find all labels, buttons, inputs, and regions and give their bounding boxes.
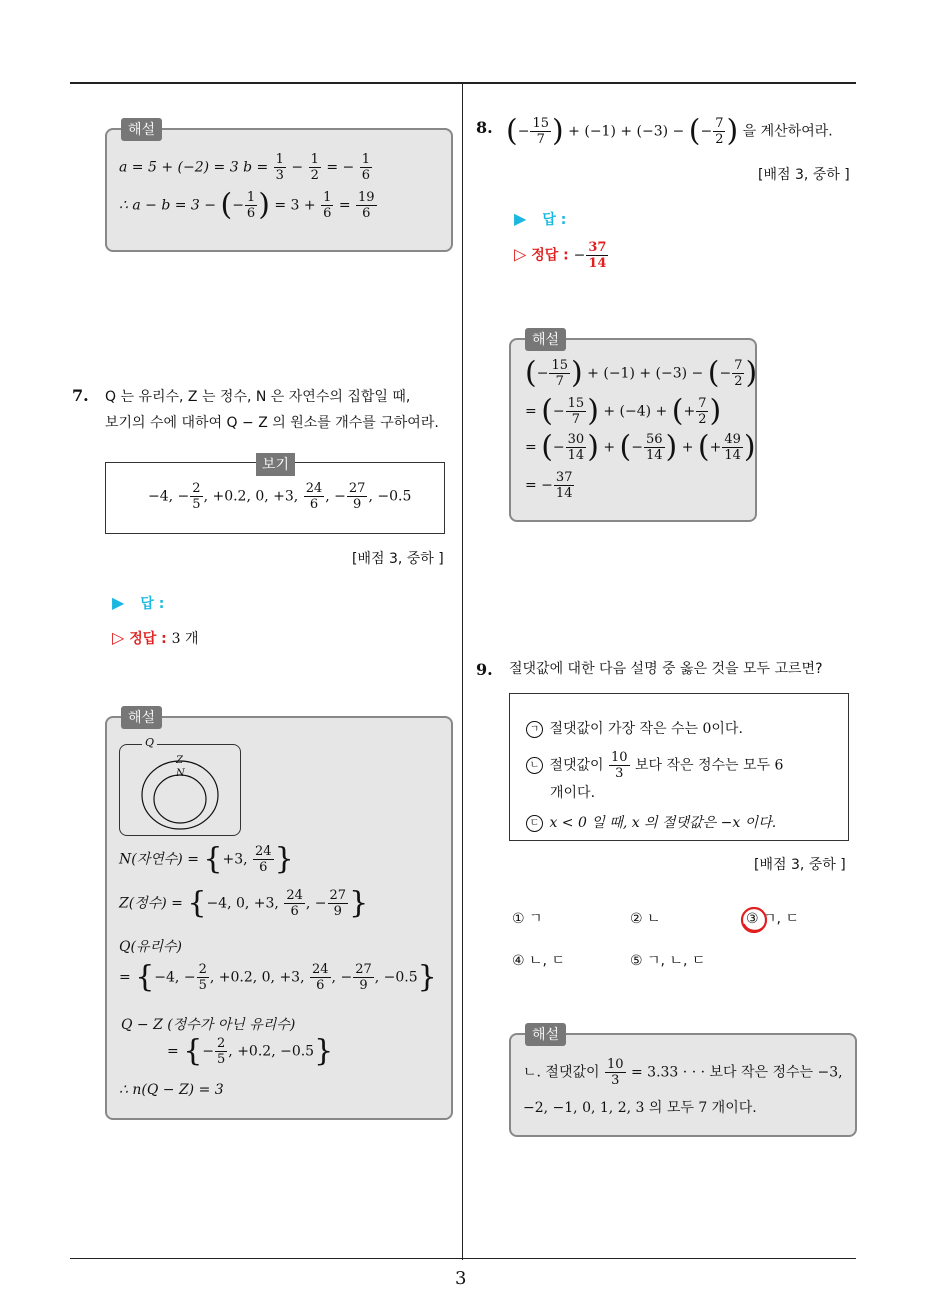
conclusion: ∴ n(Q − Z) = 3 bbox=[119, 1082, 224, 1098]
choice-1[interactable]: ① ㄱ bbox=[512, 911, 543, 927]
question-number: 8. bbox=[476, 118, 493, 137]
q9-solution-box bbox=[509, 1027, 857, 1137]
column-divider bbox=[462, 84, 463, 1260]
top-rule bbox=[70, 82, 856, 84]
hollow-triangle-icon: ▷ bbox=[514, 244, 527, 264]
selected-answer-circle-icon bbox=[738, 904, 770, 936]
bottom-rule bbox=[70, 1258, 856, 1259]
set-q: = {−4, − $\frac{2}{5}$ , +0.2, 0, +3, $\frac{24}{6}$ , − $\frac{27}{9}$ , −0.5} bbox=[119, 959, 437, 995]
solution-tag: 해설 bbox=[121, 706, 162, 729]
solution-line: −2, −1, 0, 1, 2, 3 의 모두 7 개이다. bbox=[523, 1100, 757, 1116]
statement-c: ㄷ x < 0 일 때, x 의 절댓값은 −x 이다. bbox=[526, 810, 776, 836]
question-number: 9. bbox=[476, 660, 493, 679]
page-number: 3 bbox=[455, 1268, 467, 1289]
prev-solution-box bbox=[105, 122, 453, 252]
example-items: −4, − $\frac{2}{5}$ , +0.2, 0, +3, $\frac{24}{6}$ , − $\frac{27}{9}$ , −0.5 bbox=[148, 481, 412, 512]
set-qz-label: Q − Z (정수가 아닌 유리수) bbox=[121, 1017, 296, 1033]
set-n: N(자연수) = {+3, $\frac{24}{6}$ } bbox=[119, 841, 294, 877]
q7-solution-box bbox=[105, 710, 453, 1120]
question-text: (− $\frac{15}{7}$ ) + (−1) + (−3) − (− $\frac{7}{2}$ ) 을 계산하여라. bbox=[506, 113, 833, 149]
solution-tag: 해설 bbox=[525, 328, 566, 351]
venn-label-z: Z bbox=[176, 755, 183, 766]
solution-line: ㄴ. 절댓값이 $\frac{10}{3}$ = 3.33 · · · 보다 작은 정수는 −3, bbox=[523, 1057, 843, 1088]
venn-label-n: N bbox=[176, 768, 185, 779]
choice-3[interactable]: ③ ㄱ, ㄷ bbox=[746, 911, 799, 927]
set-z: Z(정수) = {−4, 0, +3, $\frac{24}{6}$ , − $\frac{27}{9}$ } bbox=[119, 885, 369, 921]
solution-line: ∴ a − b = 3 − (− $\frac{1}{6}$ ) = 3 + $\frac{1}{6}$ = $\frac{19}{6}$ bbox=[119, 187, 375, 223]
venn-diagram bbox=[119, 736, 241, 836]
hollow-triangle-icon: ▷ bbox=[112, 628, 125, 647]
answer-field[interactable]: ▶ 답 : bbox=[514, 209, 567, 228]
question-number: 7. bbox=[72, 386, 89, 405]
statement-box bbox=[509, 693, 849, 841]
correct-answer: ▷ 정답 : 3 개 bbox=[112, 628, 199, 647]
solution-line: (− $\frac{15}{7}$ ) + (−1) + (−3) − (− $\frac{7}{2}$ ) bbox=[525, 355, 758, 391]
question-text: Q 는 유리수, Z 는 정수, N 은 자연수의 집합일 때, 보기의 수에 대하여 Q − Z 의 원소를 개수를 구하여라. bbox=[105, 389, 439, 431]
venn-label-q: Q bbox=[142, 736, 157, 749]
solution-line: = (− $\frac{30}{14}$ ) + (− $\frac{56}{14}$ ) + (+ $\frac{49}{14}$ ) bbox=[525, 429, 756, 465]
solution-line: = − $\frac{37}{14}$ bbox=[525, 470, 573, 501]
score-meta: [배점 3, 중하 ] bbox=[758, 167, 850, 183]
answer-field[interactable]: ▶ 답 : bbox=[112, 593, 165, 612]
score-meta: [배점 3, 중하 ] bbox=[352, 551, 444, 567]
example-box bbox=[105, 457, 445, 534]
play-triangle-icon: ▶ bbox=[514, 209, 527, 228]
solution-tag: 해설 bbox=[525, 1023, 566, 1046]
solution-tag: 해설 bbox=[121, 118, 162, 141]
correct-answer: ▷ 정답 : − $\frac{37}{14}$ bbox=[514, 240, 607, 271]
score-meta: [배점 3, 중하 ] bbox=[754, 857, 846, 873]
question-text: 절댓값에 대한 다음 설명 중 옳은 것을 모두 고르면? bbox=[509, 661, 823, 677]
q8-solution-box bbox=[509, 332, 758, 522]
statement-b: ㄴ 절댓값이 $\frac{10}{3}$ 보다 작은 정수는 모두 6 bbox=[526, 750, 783, 781]
choice-4[interactable]: ④ ㄴ, ㄷ bbox=[512, 953, 565, 969]
solution-line: = (− $\frac{15}{7}$ ) + (−4) + (+ $\frac{7}{2}$ ) bbox=[525, 393, 722, 429]
set-qz: = {− $\frac{2}{5}$ , +0.2, −0.5} bbox=[167, 1033, 334, 1069]
example-tag: 보기 bbox=[256, 453, 295, 476]
play-triangle-icon: ▶ bbox=[112, 593, 125, 612]
solution-line: a = 5 + (−2) = 3 b = $\frac{1}{3}$ − $\frac{1}{2}$ = − $\frac{1}{6}$ bbox=[119, 152, 370, 183]
choice-2[interactable]: ② ㄴ bbox=[630, 911, 661, 927]
statement-b-cont: 개이다. bbox=[550, 785, 596, 801]
statement-a: ㄱ 절댓값이 가장 작은 수는 0이다. bbox=[526, 716, 743, 742]
choice-5[interactable]: ⑤ ㄱ, ㄴ, ㄷ bbox=[630, 953, 706, 969]
set-q-label: Q(유리수) bbox=[119, 939, 182, 955]
